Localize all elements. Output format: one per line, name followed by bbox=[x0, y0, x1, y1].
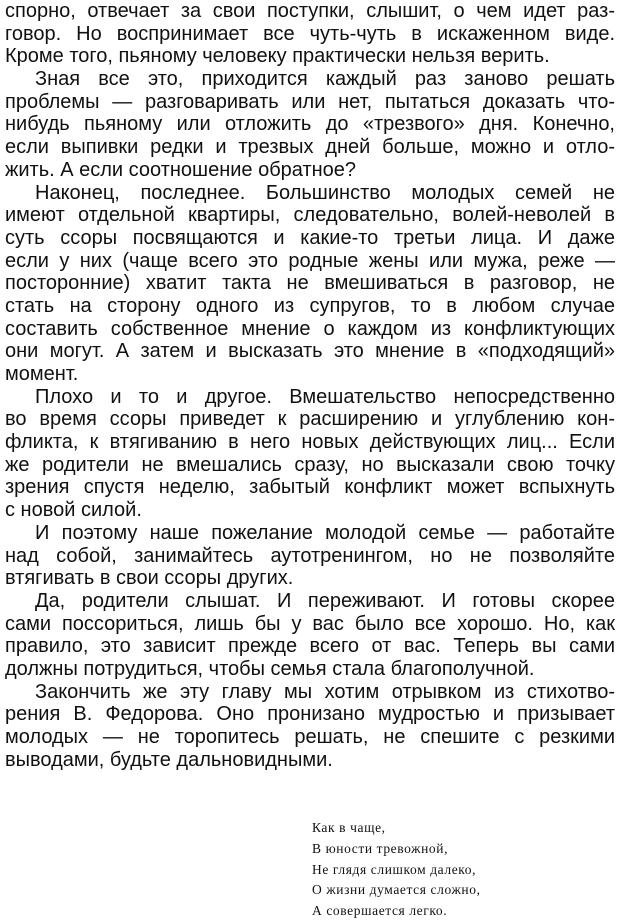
text-line: сами поссориться, лишь бы у вас было все хорошо. Но, как bbox=[5, 612, 615, 635]
text-line: зрения спустя неделю, забытый конфликт может вспыхнуть bbox=[5, 476, 615, 499]
text-line: если у них (чаще всего это родные жены или мужа, реже — bbox=[5, 249, 615, 272]
text-line: Наконец, последнее. Большинство молодых семей не bbox=[35, 181, 615, 204]
text-line: если выпивки редки и трезвых дней больше, можно и отло- bbox=[5, 136, 615, 159]
text-line: они могут. А затем и высказать это мнение в «подходящий» bbox=[5, 340, 615, 363]
text-line: посторонние) хватит такта не вмешиваться в разговор, не bbox=[5, 272, 615, 295]
text-line: Зная все это, приходится каждый раз заново решать bbox=[35, 68, 615, 91]
text-line: нибудь пьяному или отложить до «трезвого» дня. Конечно, bbox=[5, 113, 615, 136]
text-line: жить. А если соотношение обратное? bbox=[5, 158, 357, 181]
text-line: с новой силой. bbox=[5, 499, 142, 522]
text-line: Плохо и то и другое. Вмешательство непосредственно bbox=[35, 385, 615, 408]
poem-line: А совершается легко. bbox=[312, 903, 448, 919]
poem-excerpt bbox=[312, 818, 481, 922]
text-line: над собой, занимайтесь аутотренингом, но не позволяйте bbox=[5, 544, 615, 567]
text-line: И поэтому наше пожелание молодой семье — работайте bbox=[35, 521, 615, 544]
text-line: спорно, отвечает за свои поступки, слышит, о чем идет раз- bbox=[5, 0, 615, 22]
poem-line: Как в чаще, bbox=[312, 820, 386, 835]
text-line: во время ссоры приведет к расширению и углублению кон- bbox=[5, 408, 615, 431]
text-line: выводами, будьте дальновидными. bbox=[5, 748, 333, 771]
text-line: имеют отдельной квартиры, следовательно, волей-неволей в bbox=[5, 204, 615, 227]
text-line: суть ссоры посвящаются и какие-то третьи лица. И даже bbox=[5, 226, 615, 249]
text-line: должны потрудиться, чтобы семья стала благополучной. bbox=[5, 657, 535, 680]
text-line: Да, родители слышат. И переживают. И готовы скорее bbox=[35, 589, 615, 612]
poem-line: Не глядя слишком далеко, bbox=[312, 861, 477, 877]
text-line: Кроме того, пьяному человеку практически нельзя верить. bbox=[5, 45, 550, 68]
text-line: правило, это зависит прежде всего от вас. Теперь вы сами bbox=[5, 635, 615, 658]
text-line: говор. Но воспринимает все чуть-чуть в искаженном виде. bbox=[5, 22, 615, 45]
text-line: молодых — не торопитесь решать, не спешите с резкими bbox=[5, 726, 615, 748]
text-line: составить собственное мнение о каждом из конфликтующих bbox=[5, 317, 615, 340]
text-line: момент. bbox=[5, 363, 79, 385]
text-line: стать на сторону одного из супругов, то в любом случае bbox=[5, 294, 615, 317]
poem-line: В юности тревожной, bbox=[312, 840, 449, 856]
text-line: фликта, к втягиванию в него новых действующих лиц... Если bbox=[5, 431, 615, 454]
poem-line: О жизни думается сложно, bbox=[312, 882, 481, 898]
text-line: же родители не вмешались сразу, но высказали свою точку bbox=[5, 453, 615, 476]
text-line: рения В. Федорова. Оно пронизано мудростью и призывает bbox=[5, 703, 615, 726]
text-line: Закончить же эту главу мы хотим отрывком из стихотво- bbox=[35, 680, 615, 703]
text-line: втягивать в свои ссоры других. bbox=[5, 567, 294, 590]
text-line: проблемы — разговаривать или нет, пытаться доказать что- bbox=[5, 90, 615, 113]
body-text bbox=[5, 0, 615, 771]
